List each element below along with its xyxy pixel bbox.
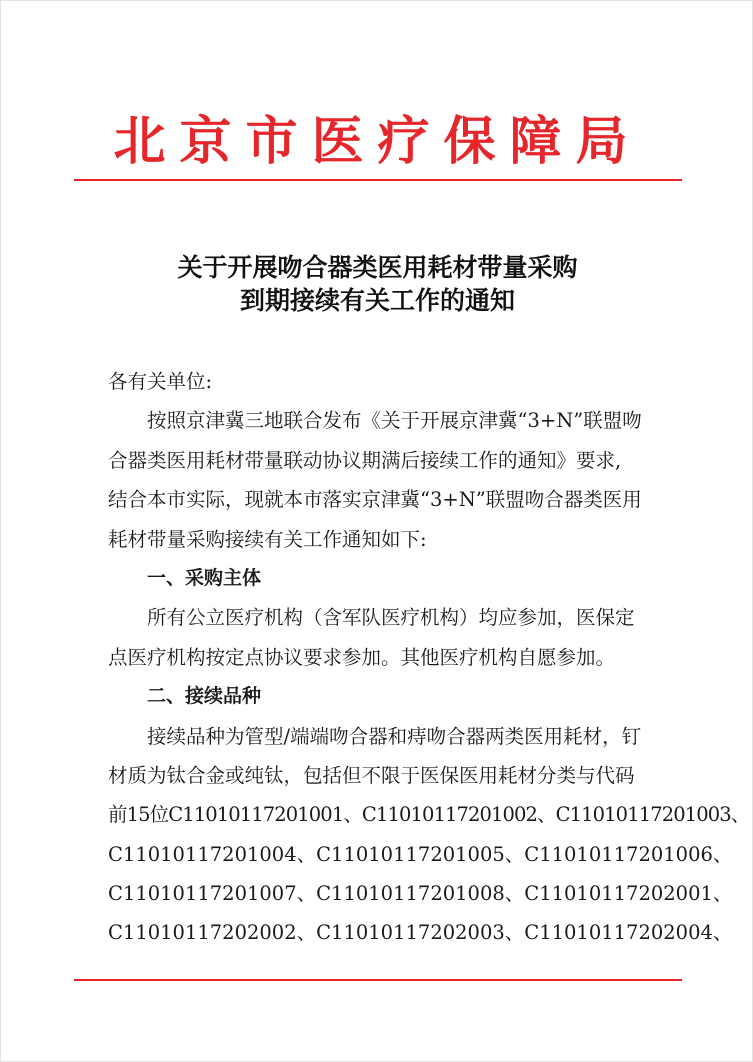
code-separator: 、 [712, 882, 733, 906]
product-code: C11010117201006 [524, 842, 713, 866]
section-heading-purchasing-entity: 一、采购主体 [147, 566, 262, 589]
intro-line: 合器类医用耗材带量联动协议期满后接续工作的通知》要求, [108, 448, 622, 472]
section2-line: 前15位C11010117201001、C11010117201002、C11010117201003、 [108, 803, 750, 827]
section1-line: 点医疗机构按定点协议要求参加。其他医疗机构自愿参加。 [108, 645, 616, 669]
section2-line: 接续品种为管型/端端吻合器和痔吻合器两类医用耗材，钉 [147, 724, 642, 748]
code-separator: 、 [296, 921, 317, 945]
code-separator: 、 [504, 842, 525, 866]
agency-letterhead: 北京市医疗保障局 [113, 111, 642, 172]
product-code: C11010117202001 [524, 882, 713, 906]
code-separator: 、 [296, 882, 317, 906]
letterhead-rule [74, 179, 682, 181]
product-code: C11010117202004 [524, 921, 713, 945]
product-code: C11010117202003 [316, 921, 505, 945]
document-title-line-1: 关于开展吻合器类医用耗材带量采购 [177, 253, 578, 282]
salutation: 各有关单位: [108, 370, 213, 393]
intro-line: 结合本市实际，现就本市落实京津冀“3+N”联盟吻合器类医用 [108, 488, 642, 512]
section-heading-continued-varieties: 二、接续品种 [147, 685, 262, 708]
product-code: C11010117201008 [316, 882, 505, 906]
footer-rule [74, 979, 682, 981]
product-code: C11010117202002 [108, 921, 297, 945]
code-separator: 、 [712, 842, 733, 866]
section1-line: 所有公立医疗机构（含军队医疗机构）均应参加，医保定 [147, 606, 635, 630]
code-row [108, 913, 733, 952]
section2-line: 材质为钛合金或纯钛，包括但不限于医保医用耗材分类与代码 [108, 763, 635, 787]
product-code: C11010117201005 [316, 842, 505, 866]
code-separator: 、 [712, 921, 733, 945]
code-separator: 、 [296, 842, 317, 866]
intro-line: 按照京津冀三地联合发布《关于开展京津冀“3+N”联盟吻 [147, 409, 642, 433]
product-code: C11010117201004 [108, 842, 297, 866]
code-separator: 、 [504, 882, 525, 906]
document-title-line-2: 到期接续有关工作的通知 [239, 286, 515, 315]
code-separator: 、 [504, 921, 525, 945]
code-row [108, 835, 733, 874]
product-code: C11010117201007 [108, 882, 297, 906]
code-row [108, 874, 733, 913]
document-body [108, 362, 750, 953]
intro-line: 耗材带量采购接续有关工作通知如下: [108, 527, 427, 551]
